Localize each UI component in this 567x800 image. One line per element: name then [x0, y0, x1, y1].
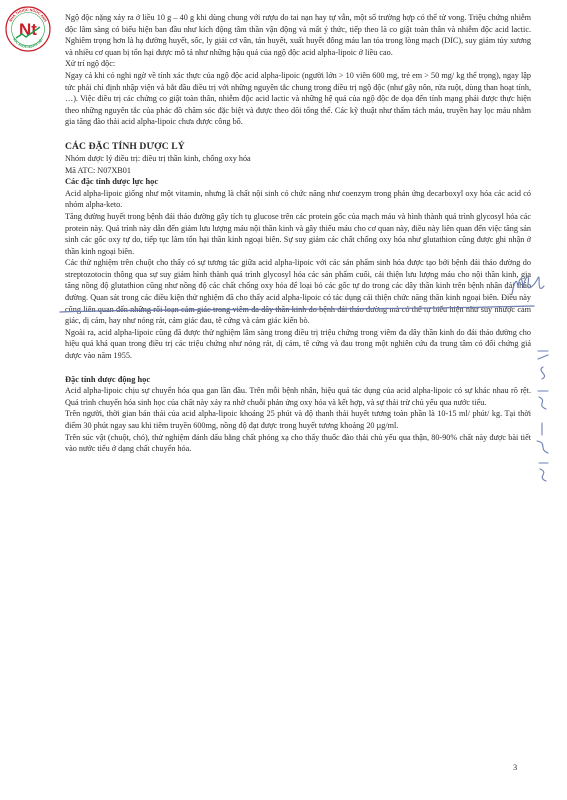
overdose-paragraph: Ngộ độc nặng xảy ra ở liều 10 g – 40 g khi dùng chung với rượu do tai nạn hay tự vẫn, một số trường hợp có thể tử vong. Triệu chứng nhiễm độc lâm sàng có biểu hiện ban đầu như kích động tâm thần vận động và mất ý thức, tiếp theo là co giật toàn thân và nhiễm độc acid lactic. Nghiêm trọng hơn là hạ đường huyết, sốc, ly giải cơ vân, tán huyết, xuất huyết đông máu lan tỏa trong lòng mạch (DIC), suy giảm tủy xương và nhiều cơ quan bị tổn hại được mô tả như những hậu quả của ngộ độc acid alpha-lipoic ở liều cao. [65, 13, 531, 57]
pen-strikethrough-mark [58, 302, 538, 318]
logo-arc-bottom-text: SỨC KHỎE NGƯỜI VIỆT [11, 37, 45, 50]
pharmacodynamics-heading: Các đặc tính dược lực học [65, 177, 159, 187]
overdose-management-heading: Xử trí ngộ độc: [65, 59, 116, 69]
pharmacodynamics-paragraph-4: Ngoài ra, acid alpha-lipoic cũng đã được thử nghiệm lâm sàng trong điều trị triệu chứng trong viêm đa dây thần kinh do đái tháo đường cho hiệu quả khá quan trong điều trị các triệu chứng như nóng rát, dị cảm, tê cứng và đau trong một nghiên cứu đa trung tâm có đối chứng giả dược vào năm 1955. [65, 327, 531, 361]
pharmacodynamics-paragraph-2: Tăng đường huyết trong bệnh đái tháo đường gây tích tụ glucose trên các protein gốc của mạch máu và hình thành quá trình glycosyl hóa các protein này. Quá trình này dẫn đến giảm lưu lượng máu nội thần kinh và gây thiếu máu cho cơ quan này, điều này liên quan đến việc tăng sản sinh các gốc oxy tự do, tiếp tục làm tổn hại thần kinh ngoại biên. Sự suy giảm các chất chống oxy hóa như glutathion cũng được ghi nhận ở thần kinh ngoại biên. [65, 211, 531, 256]
logo-arc-top-text: NHÀ THUỐC NGỌC ANH [8, 7, 48, 23]
pharmacological-group: Nhóm dược lý điều trị: điều trị thần kinh, chống oxy hóa [65, 153, 251, 163]
pharmacology-section-title: CÁC ĐẶC TÍNH DƯỢC LÝ [65, 140, 185, 152]
atc-code: Mã ATC: N07XB01 [65, 165, 131, 175]
pharmacokinetics-paragraph-3: Trên súc vật (chuột, chó), thử nghiệm đánh dấu bằng chất phóng xạ cho thấy thuốc đào thải chủ yếu qua thận, 80-90% chất này được bài tiết vào nước tiểu ở dạng chất chuyển hóa. [65, 432, 531, 454]
pharmacokinetics-heading: Đặc tính dược động học [65, 374, 151, 384]
pharmacokinetics-paragraph-2: Trên người, thời gian bán thải của acid alpha-lipoic khoảng 25 phút và độ thanh thải huyết tương toàn phần là 10-15 ml/ phút/ kg. Tại thời điểm 30 phút ngay sau khi tiêm truyền 600mg, nồng độ đạt được trong huyết tương khoảng 20 µg/ml. [65, 409, 531, 430]
pharmacy-logo [4, 5, 52, 53]
handwritten-side-annotation [530, 345, 556, 485]
pharmacodynamics-paragraph-1: Acid alpha-lipoic giống như một vitamin, nhưng là chất nội sinh có chức năng như coenzym trong phản ứng decarboxyl oxy hóa các acid có nhóm alpha-keto. [65, 188, 531, 210]
overdose-management-paragraph: Ngay cả khi có nghi ngờ về tính xác thực của ngộ độc acid alpha-lipoic (người lớn > 10 viên 600 mg, trẻ em > 50 mg/ kg thể trọng), ngay lập tức phải chỉ định nhập viện và bắt đầu điều trị với những nguyên tắc chung trong điều trị ngộ độc (như gây nôn, rửa ruột, dùng than hoạt tính, …). Việc điều trị các chứng co giật toàn thân, nhiễm độc acid lactic và những hệ quả của ngộ độc đe dọa đến tính mạng phải được thực hiện theo những nguyên tắc của phác đồ chăm sóc đặc biệt và được theo dõi tổng thể. Các kỹ thuật như thẩm tách máu, truyền hay lọc máu nhằm gia tăng đào thải acid alpha-lipoic chưa được công bố. [65, 70, 531, 127]
pharmacodynamics-paragraph-3: Các thử nghiệm trên chuột cho thấy có sự tương tác giữa acid alpha-lipoic với các sản phẩm sinh hóa được tạo bởi bệnh đái tháo đường do streptozotocin thông qua sự suy giảm hình thành quá trình glycosyl hóa các sản phẩm cuối, cải thiện lưu lượng máu cho nội thần kinh, gia tăng nồng độ glutathion cũng như nồng độ các chất chống oxy hóa để loại bỏ các gốc tự do trong các dây thần kinh trên bệnh nhân đái tháo đường. Quan sát trong các điều kiện thử nghiệm đã cho thấy acid alpha-lipoic có tác dụng cải thiện chức năng thần kinh ngoại biên. Điều này cũng liên quan đến những rối loạn cảm giác trong viêm đa dây thần kinh do bệnh đái tháo đường mà có thể tự biểu hiện như suy nhược cảm giác, dị cảm, hay như nóng rát, cảm giác đau, tê cứng và cảm giác kiến bò. [65, 258, 531, 326]
logo-letters: Nt [19, 20, 37, 39]
page-number: 3 [513, 763, 518, 772]
handwritten-signature [508, 268, 548, 302]
document-body [65, 12, 531, 455]
pharmacokinetics-paragraph-1: Acid alpha-lipoic chịu sự chuyển hóa qua gan lần đầu. Trên mỗi bệnh nhân, hiệu quả tác dụng của acid alpha-lipoic có sự khác nhau rõ rệt. Quá trình chuyển hóa sinh học của chất này xảy ra nhờ chuỗi phản ứng oxy hóa và kết hợp, và sự thải trừ chủ yếu qua nước tiểu. [65, 386, 531, 407]
